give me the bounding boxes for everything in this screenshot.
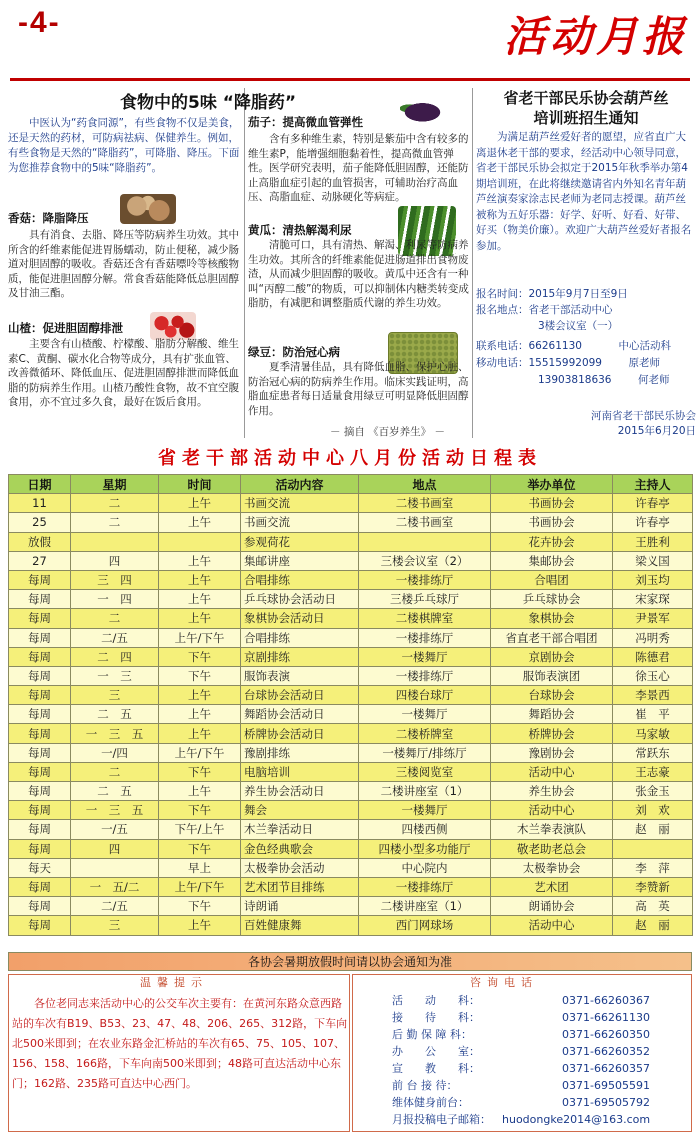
schedule-header-cell: 举办单位 — [491, 475, 613, 494]
schedule-cell: 李 萍 — [613, 858, 693, 877]
notice-mobile-2: 13903818636 何老师 — [538, 374, 670, 386]
contact-row — [392, 1026, 692, 1042]
schedule-cell — [359, 532, 491, 551]
contact-phone: 0371-69505792 — [562, 1096, 650, 1109]
contact-phone: 0371-66260357 — [562, 1062, 650, 1075]
schedule-cell: 集邮讲座 — [241, 551, 359, 570]
schedule-cell: 王志豪 — [613, 762, 693, 781]
schedule-cell: 合唱排练 — [241, 628, 359, 647]
schedule-cell: 豫剧排练 — [241, 743, 359, 762]
schedule-row — [9, 839, 693, 858]
schedule-cell: 刘 欢 — [613, 801, 693, 820]
schedule-cell: 舞会 — [241, 801, 359, 820]
schedule-cell: 京剧排练 — [241, 647, 359, 666]
schedule-cell: 王胜利 — [613, 532, 693, 551]
eggplant-photo — [400, 98, 450, 124]
schedule-row — [9, 628, 693, 647]
schedule-cell: 豫剧协会 — [491, 743, 613, 762]
schedule-cell: 早上 — [159, 858, 241, 877]
contact-label: 宣 教 科： — [392, 1062, 480, 1075]
schedule-cell: 台球协会活动日 — [241, 686, 359, 705]
schedule-cell: 二/五 — [71, 897, 159, 916]
schedule-cell: 每周 — [9, 724, 71, 743]
contact-email[interactable]: huodongke2014@163.com — [502, 1113, 651, 1126]
schedule-cell: 二楼书画室 — [359, 494, 491, 513]
schedule-cell: 11 — [9, 494, 71, 513]
schedule-header-cell: 地点 — [359, 475, 491, 494]
schedule-cell: 三楼乒乓球厅 — [359, 590, 491, 609]
schedule-cell: 每周 — [9, 647, 71, 666]
schedule-cell: 李景西 — [613, 686, 693, 705]
schedule-cell: 下午/上午 — [159, 820, 241, 839]
food-body-cucumber: 清脆可口，具有清热、解渴、利尿等防病养生功效。其所含的纤维素能促进肠道排出食物废渣，从而减少胆固醇的吸收。黄瓜中还含有一种叫“丙醇二酸”的物质，可以抑制体内糖类转变成脂肪，有减肥和调整脂质代谢的养生功效。 — [248, 239, 469, 309]
schedule-cell: 四楼小型多功能厅 — [359, 839, 491, 858]
contact-row — [392, 1111, 692, 1127]
notice-mobile-1: 移动电话：15515992099 原老师 — [476, 357, 660, 369]
schedule-cell: 养生协会 — [491, 782, 613, 801]
schedule-header-cell: 活动内容 — [241, 475, 359, 494]
schedule-cell: 合唱团 — [491, 570, 613, 589]
schedule-cell: 书画交流 — [241, 513, 359, 532]
schedule-cell: 冯明秀 — [613, 628, 693, 647]
schedule-cell: 一 三 五 — [71, 724, 159, 743]
contact-label: 办 公 室： — [392, 1045, 480, 1058]
schedule-footnote: 各协会暑期放假时间请以协会通知为准 — [8, 952, 692, 971]
schedule-row — [9, 666, 693, 685]
schedule-cell: 每周 — [9, 628, 71, 647]
food-heading-eggplant: 茄子：提高微血管弹性 — [248, 115, 363, 129]
contact-label: 活 动 科： — [392, 994, 480, 1007]
schedule-cell: 西门网球场 — [359, 916, 491, 935]
schedule-cell: 艺术团 — [491, 877, 613, 896]
schedule-cell: 每周 — [9, 590, 71, 609]
contact-label: 前 台 接 待： — [392, 1079, 458, 1092]
schedule-cell: 每周 — [9, 801, 71, 820]
schedule-cell: 养生协会活动日 — [241, 782, 359, 801]
schedule-cell: 上午 — [159, 494, 241, 513]
schedule-row — [9, 570, 693, 589]
schedule-cell: 许春亭 — [613, 513, 693, 532]
schedule-cell: 木兰拳表演队 — [491, 820, 613, 839]
schedule-cell: 下午 — [159, 762, 241, 781]
schedule-cell: 二楼棋牌室 — [359, 609, 491, 628]
schedule-cell: 每周 — [9, 762, 71, 781]
schedule-cell: 上午 — [159, 570, 241, 589]
schedule-cell: 一楼舞厅/排练厅 — [359, 743, 491, 762]
schedule-row — [9, 782, 693, 801]
schedule-row — [9, 609, 693, 628]
schedule-row — [9, 877, 693, 896]
column-divider — [472, 88, 473, 438]
schedule-cell: 上午 — [159, 551, 241, 570]
schedule-cell: 三 — [71, 916, 159, 935]
schedule-cell: 上午 — [159, 782, 241, 801]
schedule-cell: 二 四 — [71, 647, 159, 666]
schedule-cell: 每天 — [9, 858, 71, 877]
schedule-cell — [613, 839, 693, 858]
schedule-cell: 二/五 — [71, 628, 159, 647]
mushroom-photo — [120, 194, 176, 224]
schedule-cell: 中心院内 — [359, 858, 491, 877]
schedule-cell: 京剧协会 — [491, 647, 613, 666]
schedule-cell: 桥牌协会 — [491, 724, 613, 743]
schedule-cell: 舞蹈协会 — [491, 705, 613, 724]
food-body-hawthorn: 主要含有山楂酸、柠檬酸、脂肪分解酸、维生素C、黄酮、碳水化合物等成分，具有扩张血管、改善微循环、降低血压、促进胆固醇排泄而降低血脂的防病养生作用。山楂乃酸性食物，故不宜空腹食用，亦不宜过多久食，最好在饭后食用。 — [8, 338, 239, 408]
schedule-row — [9, 686, 693, 705]
schedule-cell: 台球协会 — [491, 686, 613, 705]
schedule-cell: 集邮协会 — [491, 551, 613, 570]
schedule-cell: 一 三 — [71, 666, 159, 685]
schedule-cell: 电脑培训 — [241, 762, 359, 781]
schedule-row — [9, 743, 693, 762]
schedule-cell: 上午/下午 — [159, 743, 241, 762]
schedule-cell: 一/五 — [71, 820, 159, 839]
schedule-cell: 上午 — [159, 686, 241, 705]
schedule-cell: 下午 — [159, 647, 241, 666]
schedule-cell: 一/四 — [71, 743, 159, 762]
schedule-cell: 上午 — [159, 609, 241, 628]
schedule-cell: 三 四 — [71, 570, 159, 589]
schedule-cell: 每周 — [9, 609, 71, 628]
schedule-cell: 每周 — [9, 666, 71, 685]
schedule-cell: 尹景军 — [613, 609, 693, 628]
schedule-cell: 一楼舞厅 — [359, 647, 491, 666]
schedule-row — [9, 647, 693, 666]
masthead-title: 活动月报 — [503, 12, 688, 61]
contact-phone: 0371-66260352 — [562, 1045, 650, 1058]
contact-row — [392, 1060, 692, 1076]
contact-label: 月报投稿电子邮箱： — [392, 1113, 491, 1126]
schedule-cell: 朗诵协会 — [491, 897, 613, 916]
schedule-cell: 桥牌协会活动日 — [241, 724, 359, 743]
article-title: 食物中的5味 “降脂药” — [120, 93, 297, 113]
schedule-cell: 赵 丽 — [613, 820, 693, 839]
schedule-cell: 高 英 — [613, 897, 693, 916]
notice-title-line1: 省老干部民乐协会葫芦丝 — [503, 89, 669, 107]
notice-signup-time: 报名时间：2015年9月7日至9日 — [476, 288, 628, 300]
schedule-cell: 每周 — [9, 897, 71, 916]
article-intro: 中医认为“药食同源”，有些食物不仅是美食，还是天然的药材，可防病祛病、保健养生。例如，有些食物是天然的“降脂药”，可降脂、降压。下面为您推荐食物中的5味“降脂药”。 — [8, 117, 240, 174]
schedule-row — [9, 494, 693, 513]
schedule-row — [9, 897, 693, 916]
contact-row — [392, 1094, 692, 1110]
contact-label: 后 勤 保 障 科： — [392, 1028, 472, 1041]
schedule-cell: 上午/下午 — [159, 628, 241, 647]
schedule-cell: 许春亭 — [613, 494, 693, 513]
notice-signup-place-room: 3楼会议室（一） — [538, 320, 619, 332]
schedule-cell: 活动中心 — [491, 801, 613, 820]
schedule-cell: 每周 — [9, 820, 71, 839]
schedule-cell: 上午 — [159, 705, 241, 724]
schedule-cell: 每周 — [9, 877, 71, 896]
schedule-cell: 上午 — [159, 724, 241, 743]
schedule-cell: 百姓健康舞 — [241, 916, 359, 935]
schedule-cell: 二 — [71, 513, 159, 532]
schedule-cell: 舞蹈协会活动日 — [241, 705, 359, 724]
schedule-cell: 服饰表演 — [241, 666, 359, 685]
contact-phone: 0371-66260350 — [562, 1028, 650, 1041]
schedule-header-row — [9, 475, 693, 494]
schedule-cell: 赵 丽 — [613, 916, 693, 935]
schedule-cell: 梁义国 — [613, 551, 693, 570]
schedule-cell: 张金玉 — [613, 782, 693, 801]
schedule-cell — [71, 532, 159, 551]
schedule-cell — [159, 532, 241, 551]
contact-row — [392, 1077, 692, 1093]
schedule-cell: 刘玉均 — [613, 570, 693, 589]
schedule-cell: 二 五 — [71, 782, 159, 801]
schedule-title: 省老干部活动中心八月份活动日程表 — [158, 448, 542, 469]
schedule-cell: 二楼讲座室（1） — [359, 782, 491, 801]
schedule-cell: 放假 — [9, 532, 71, 551]
schedule-cell: 二 — [71, 762, 159, 781]
schedule-cell: 二 五 — [71, 705, 159, 724]
contact-phone: 0371-66260367 — [562, 994, 650, 1007]
schedule-header-cell: 星期 — [71, 475, 159, 494]
schedule-cell: 一 三 五 — [71, 801, 159, 820]
schedule-cell: 金色经典歌会 — [241, 839, 359, 858]
schedule-table — [8, 474, 693, 936]
schedule-cell: 宋家琛 — [613, 590, 693, 609]
schedule-cell: 书画交流 — [241, 494, 359, 513]
contact-label: 接 待 科： — [392, 1011, 480, 1024]
tips-text: 各位老同志来活动中心的公交车次主要有：在黄河东路众意西路站的车次有B19、B53、23、47、48、206、265、312路，下车向北500米即到；在农业东路金汇桥站的车次有65、75、105、107、156、158、166路，下车向南500米即到；48路可直达活动中心东门；162路、235路可直达中心西门。 — [12, 997, 348, 1090]
schedule-cell: 上午/下午 — [159, 877, 241, 896]
food-heading-cucumber: 黄瓜：清热解渴利尿 — [248, 223, 352, 237]
article-source: － 摘自 《百岁养生》 － — [330, 426, 446, 438]
hawthorn-photo — [150, 312, 196, 340]
schedule-cell: 活动中心 — [491, 762, 613, 781]
notice-title — [476, 88, 696, 128]
schedule-cell: 一 五/二 — [71, 877, 159, 896]
food-heading-mushroom: 香菇：降脂降压 — [8, 211, 89, 225]
schedule-cell: 一楼舞厅 — [359, 801, 491, 820]
contact-phone: 0371-66261130 — [562, 1011, 650, 1024]
schedule-cell: 上午 — [159, 590, 241, 609]
schedule-cell: 上午 — [159, 513, 241, 532]
schedule-cell: 每周 — [9, 743, 71, 762]
schedule-cell: 27 — [9, 551, 71, 570]
schedule-cell: 木兰拳活动日 — [241, 820, 359, 839]
schedule-cell: 常跃东 — [613, 743, 693, 762]
schedule-row — [9, 590, 693, 609]
schedule-cell: 每周 — [9, 839, 71, 858]
schedule-cell: 陈德君 — [613, 647, 693, 666]
schedule-cell: 四 — [71, 839, 159, 858]
schedule-cell: 四楼西侧 — [359, 820, 491, 839]
schedule-cell: 一楼排练厅 — [359, 570, 491, 589]
schedule-cell: 省直老干部合唱团 — [491, 628, 613, 647]
schedule-cell: 服饰表演团 — [491, 666, 613, 685]
schedule-cell: 下午 — [159, 839, 241, 858]
schedule-cell: 二楼桥牌室 — [359, 724, 491, 743]
contacts-title: 咨询电话 — [470, 976, 538, 989]
schedule-cell: 下午 — [159, 801, 241, 820]
schedule-cell: 乒乓球协会活动日 — [241, 590, 359, 609]
schedule-cell: 三楼阅览室 — [359, 762, 491, 781]
column-divider — [244, 88, 245, 438]
contact-row — [392, 1043, 692, 1059]
schedule-row — [9, 762, 693, 781]
schedule-cell: 一 四 — [71, 590, 159, 609]
schedule-cell: 太极拳协会活动 — [241, 858, 359, 877]
schedule-row — [9, 705, 693, 724]
schedule-cell: 一楼排练厅 — [359, 628, 491, 647]
schedule-row — [9, 820, 693, 839]
schedule-header-cell: 主持人 — [613, 475, 693, 494]
page-number: -4- — [18, 6, 61, 39]
schedule-cell: 参观荷花 — [241, 532, 359, 551]
schedule-row — [9, 724, 693, 743]
schedule-cell: 一楼排练厅 — [359, 666, 491, 685]
contact-row — [392, 1009, 692, 1025]
schedule-cell: 活动中心 — [491, 916, 613, 935]
schedule-cell: 一楼舞厅 — [359, 705, 491, 724]
food-heading-mungbean: 绿豆：防治冠心病 — [248, 345, 340, 359]
header-divider — [10, 78, 690, 81]
schedule-cell: 每周 — [9, 570, 71, 589]
schedule-cell: 书画协会 — [491, 494, 613, 513]
schedule-cell: 象棋协会活动日 — [241, 609, 359, 628]
schedule-cell: 二 — [71, 609, 159, 628]
schedule-cell: 二 — [71, 494, 159, 513]
food-body-mungbean: 夏季清暑佳品，具有降低血脂、保护心脏、防治冠心病的防病养生作用。临床实践证明，高脂血症患者每日适量食用绿豆可明显降低胆固醇作用。 — [248, 361, 469, 417]
schedule-cell: 一楼排练厅 — [359, 877, 491, 896]
schedule-cell: 二楼书画室 — [359, 513, 491, 532]
schedule-cell: 下午 — [159, 666, 241, 685]
schedule-cell: 下午 — [159, 897, 241, 916]
schedule-cell: 马家敏 — [613, 724, 693, 743]
schedule-cell: 三楼会议室（2） — [359, 551, 491, 570]
schedule-row — [9, 858, 693, 877]
schedule-cell: 艺术团节目排练 — [241, 877, 359, 896]
schedule-row — [9, 513, 693, 532]
schedule-cell: 崔 平 — [613, 705, 693, 724]
schedule-cell: 上午 — [159, 916, 241, 935]
schedule-cell: 书画协会 — [491, 513, 613, 532]
schedule-cell: 每周 — [9, 782, 71, 801]
schedule-cell: 敬老助老总会 — [491, 839, 613, 858]
schedule-cell: 四楼台球厅 — [359, 686, 491, 705]
contact-phone: 0371-69505591 — [562, 1079, 650, 1092]
schedule-cell: 徐玉心 — [613, 666, 693, 685]
schedule-cell: 象棋协会 — [491, 609, 613, 628]
schedule-cell: 合唱排练 — [241, 570, 359, 589]
schedule-cell: 四 — [71, 551, 159, 570]
schedule-header-cell: 时间 — [159, 475, 241, 494]
schedule-cell: 三 — [71, 686, 159, 705]
schedule-cell: 每周 — [9, 916, 71, 935]
schedule-cell: 每周 — [9, 686, 71, 705]
schedule-cell — [71, 858, 159, 877]
notice-date: 2015年6月20日 — [617, 425, 696, 437]
schedule-cell: 李赞新 — [613, 877, 693, 896]
contact-label: 维体健身前台： — [392, 1096, 469, 1109]
notice-body: 为满足葫芦丝爱好者的愿望，应省直广大离退休老干部的要求，经活动中心领导同意，省老干部民乐协会拟定于2015年秋季举办第4期培训班，在此将继续邀请省内外知名青年葫芦丝演奏家涂志民老师为老同志授课。葫芦丝被称为五好乐器：好学、好听、好看、好带、好买（物美价廉）。欢迎广大葫芦丝爱好者报名参加。 — [476, 131, 692, 252]
notice-signup-place: 报名地点：省老干部活动中心 — [476, 304, 613, 316]
tips-title: 温馨提示 — [140, 976, 208, 989]
schedule-cell: 花卉协会 — [491, 532, 613, 551]
schedule-cell: 二楼讲座室（1） — [359, 897, 491, 916]
schedule-cell: 每周 — [9, 705, 71, 724]
food-body-eggplant: 含有多种维生素，特别是紫茄中含有较多的维生素P，能增强细胞黏着性，提高微血管弹性。医学研究表明，茄子能降低胆固醇，还能防止高脂血症引起的血管损害，可辅助治疗高血压、高脂血症、动脉硬化等病症。 — [248, 133, 469, 203]
schedule-cell: 乒乓球协会 — [491, 590, 613, 609]
schedule-cell: 诗朗诵 — [241, 897, 359, 916]
schedule-cell: 太极拳协会 — [491, 858, 613, 877]
contact-row — [392, 992, 692, 1008]
schedule-cell: 25 — [9, 513, 71, 532]
notice-org: 河南省老干部民乐协会 — [591, 410, 696, 422]
schedule-header-cell: 日期 — [9, 475, 71, 494]
schedule-row — [9, 532, 693, 551]
food-body-mushroom: 具有消食、去脂、降压等防病养生功效。其中所含的纤维素能促进胃肠蠕动，防止便秘，减少肠道对胆固醇的吸收。香菇还含有香菇嘌呤等核酸物质，能促进胆固醇分解。常食香菇能降低总胆固醇及甘油三酯。 — [8, 229, 239, 299]
schedule-row — [9, 551, 693, 570]
notice-phone: 联系电话：66261130 中心活动科 — [476, 340, 671, 352]
food-heading-hawthorn: 山楂：促进胆固醇排泄 — [8, 321, 123, 335]
schedule-row — [9, 916, 693, 935]
notice-title-line2: 培训班招生通知 — [533, 109, 639, 127]
schedule-row — [9, 801, 693, 820]
